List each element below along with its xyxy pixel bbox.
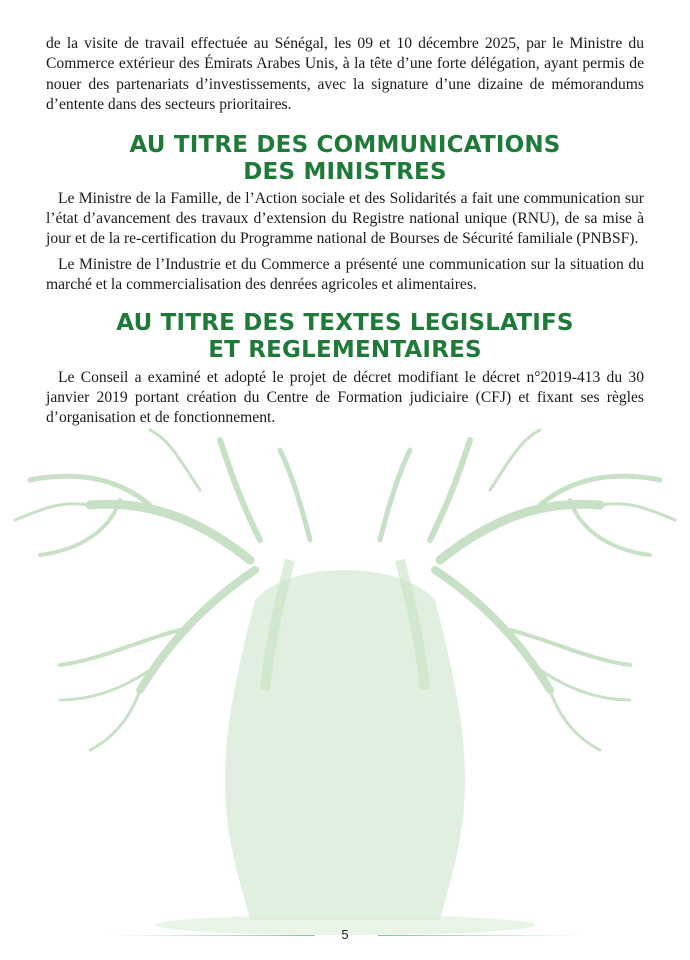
section-title-communications: [46, 132, 644, 186]
page-number: 5: [341, 927, 349, 942]
document-body: [46, 34, 644, 429]
section-title-line: AU TITRE DES COMMUNICATIONS: [129, 131, 561, 158]
paragraph-famille: Le Ministre de la Famille, de l’Action sociale et des Solidarités a fait une communication sur l’état d’avancement des travaux d’extension du Registre national unique (RNU), de sa mise à jour et de la re-certification du Programme national de Bourses de Sécurité familiale (PNBSF).: [46, 189, 644, 248]
section-title-line: ET REGLEMENTAIRES: [208, 336, 482, 363]
page-footer: [0, 925, 690, 949]
intro-paragraph: de la visite de travail effectuée au Sénégal, les 09 et 10 décembre 2025, par le Ministre du Commerce extérieur des Émirats Arabes Unis, à la tête d’une forte délégation, ayant permis de nouer des partenariats d’investissements, avec la signature d’une dizaine de mémorandums d’entente dans des secteurs prioritaires.: [46, 35, 644, 114]
section-title-line: AU TITRE DES TEXTES LEGISLATIFS: [116, 309, 574, 336]
footer-divider-right: [378, 935, 583, 936]
section-title-line: DES MINISTRES: [243, 158, 447, 185]
paragraph-decret: Le Conseil a examiné et adopté le projet de décret modifiant le décret n°2019-413 du 30 janvier 2019 portant création du Centre de Formation judiciaire (CFJ) et fixant ses règles d’organisation et de fonctionnement.: [46, 368, 644, 427]
paragraph-industrie: Le Ministre de l’Industrie et du Commerce a présenté une communication sur la situation du marché et la commercialisation des denrées agricoles et alimentaires.: [46, 255, 644, 294]
section-title-textes: [46, 310, 644, 364]
footer-divider-left: [110, 935, 315, 936]
